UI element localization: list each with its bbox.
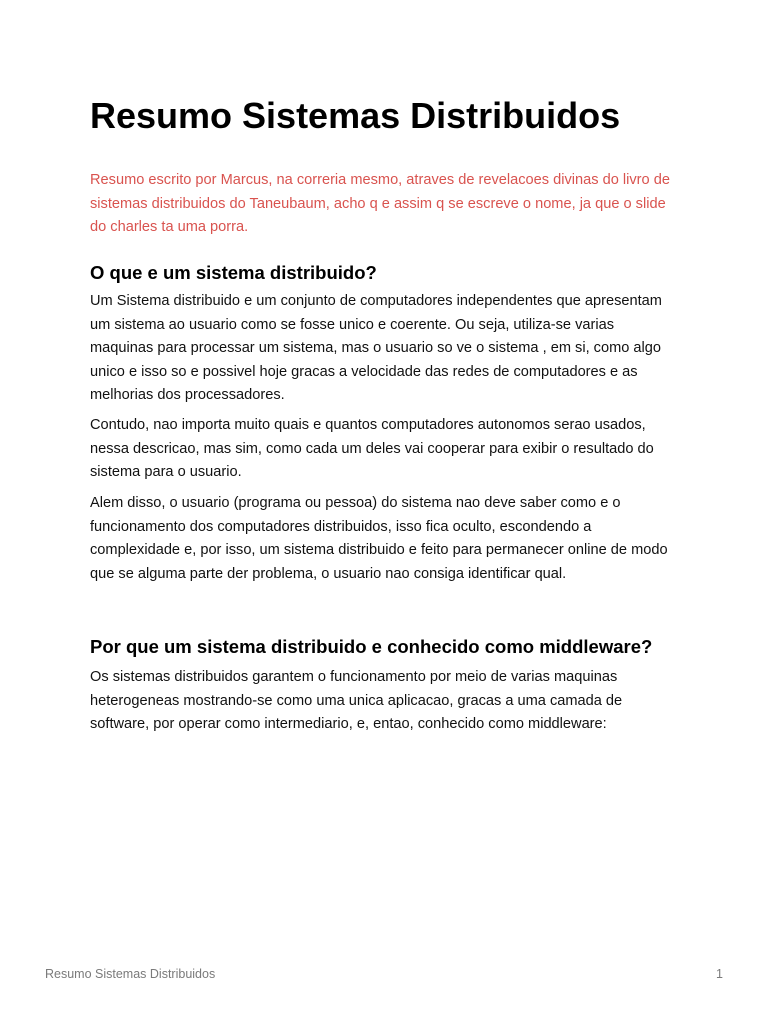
section-heading-what-is: O que e um sistema distribuido?	[90, 262, 377, 283]
section-1-paragraph-3: Alem disso, o usuario (programa ou pessoa) do sistema nao deve saber como e o funcionamento dos computadores distribuidos, isso fica oculto, escondendo a complexidade e, por isso, um sistema distribuido e feito para permanecer online de modo que se alguma parte der problema, o usuario nao consiga identificar qual.	[90, 495, 668, 582]
footer-running-title: Resumo Sistemas Distribuidos	[45, 967, 216, 981]
section-heading-middleware: Por que um sistema distribuido e conhecido como middleware?	[90, 636, 653, 657]
intro-note: Resumo escrito por Marcus, na correria mesmo, atraves de revelacoes divinas do livro de sistemas distribuidos do Taneubaum, acho q e assim q se escreve o nome, ja que o slide do charles ta uma porra.	[90, 172, 670, 235]
section-2-paragraph-1: Os sistemas distribuidos garantem o funcionamento por meio de varias maquinas heterogeneas mostrando-se como uma unica aplicacao, gracas a uma camada de software, por operar como intermediario, e, entao, conhecido como middleware:	[90, 669, 623, 732]
section-1-paragraph-2: Contudo, nao importa muito quais e quantos computadores autonomos serao usados, nessa descricao, mas sim, como cada um deles vai cooperar para exibir o resultado do sistema para o usuario.	[90, 417, 654, 480]
footer-page-number: 1	[716, 967, 723, 981]
document-title: Resumo Sistemas Distribuidos	[90, 95, 621, 136]
section-1-paragraph-1: Um Sistema distribuido e um conjunto de computadores independentes que apresentam um sistema ao usuario como se fosse unico e coerente. Ou seja, utiliza-se varias maquinas para processar um sistema, mas o usuario so ve o sistema , em si, como algo unico e isso so e possivel hoje gracas a velocidade das redes de computadores e as melhorias dos processadores.	[90, 293, 662, 403]
